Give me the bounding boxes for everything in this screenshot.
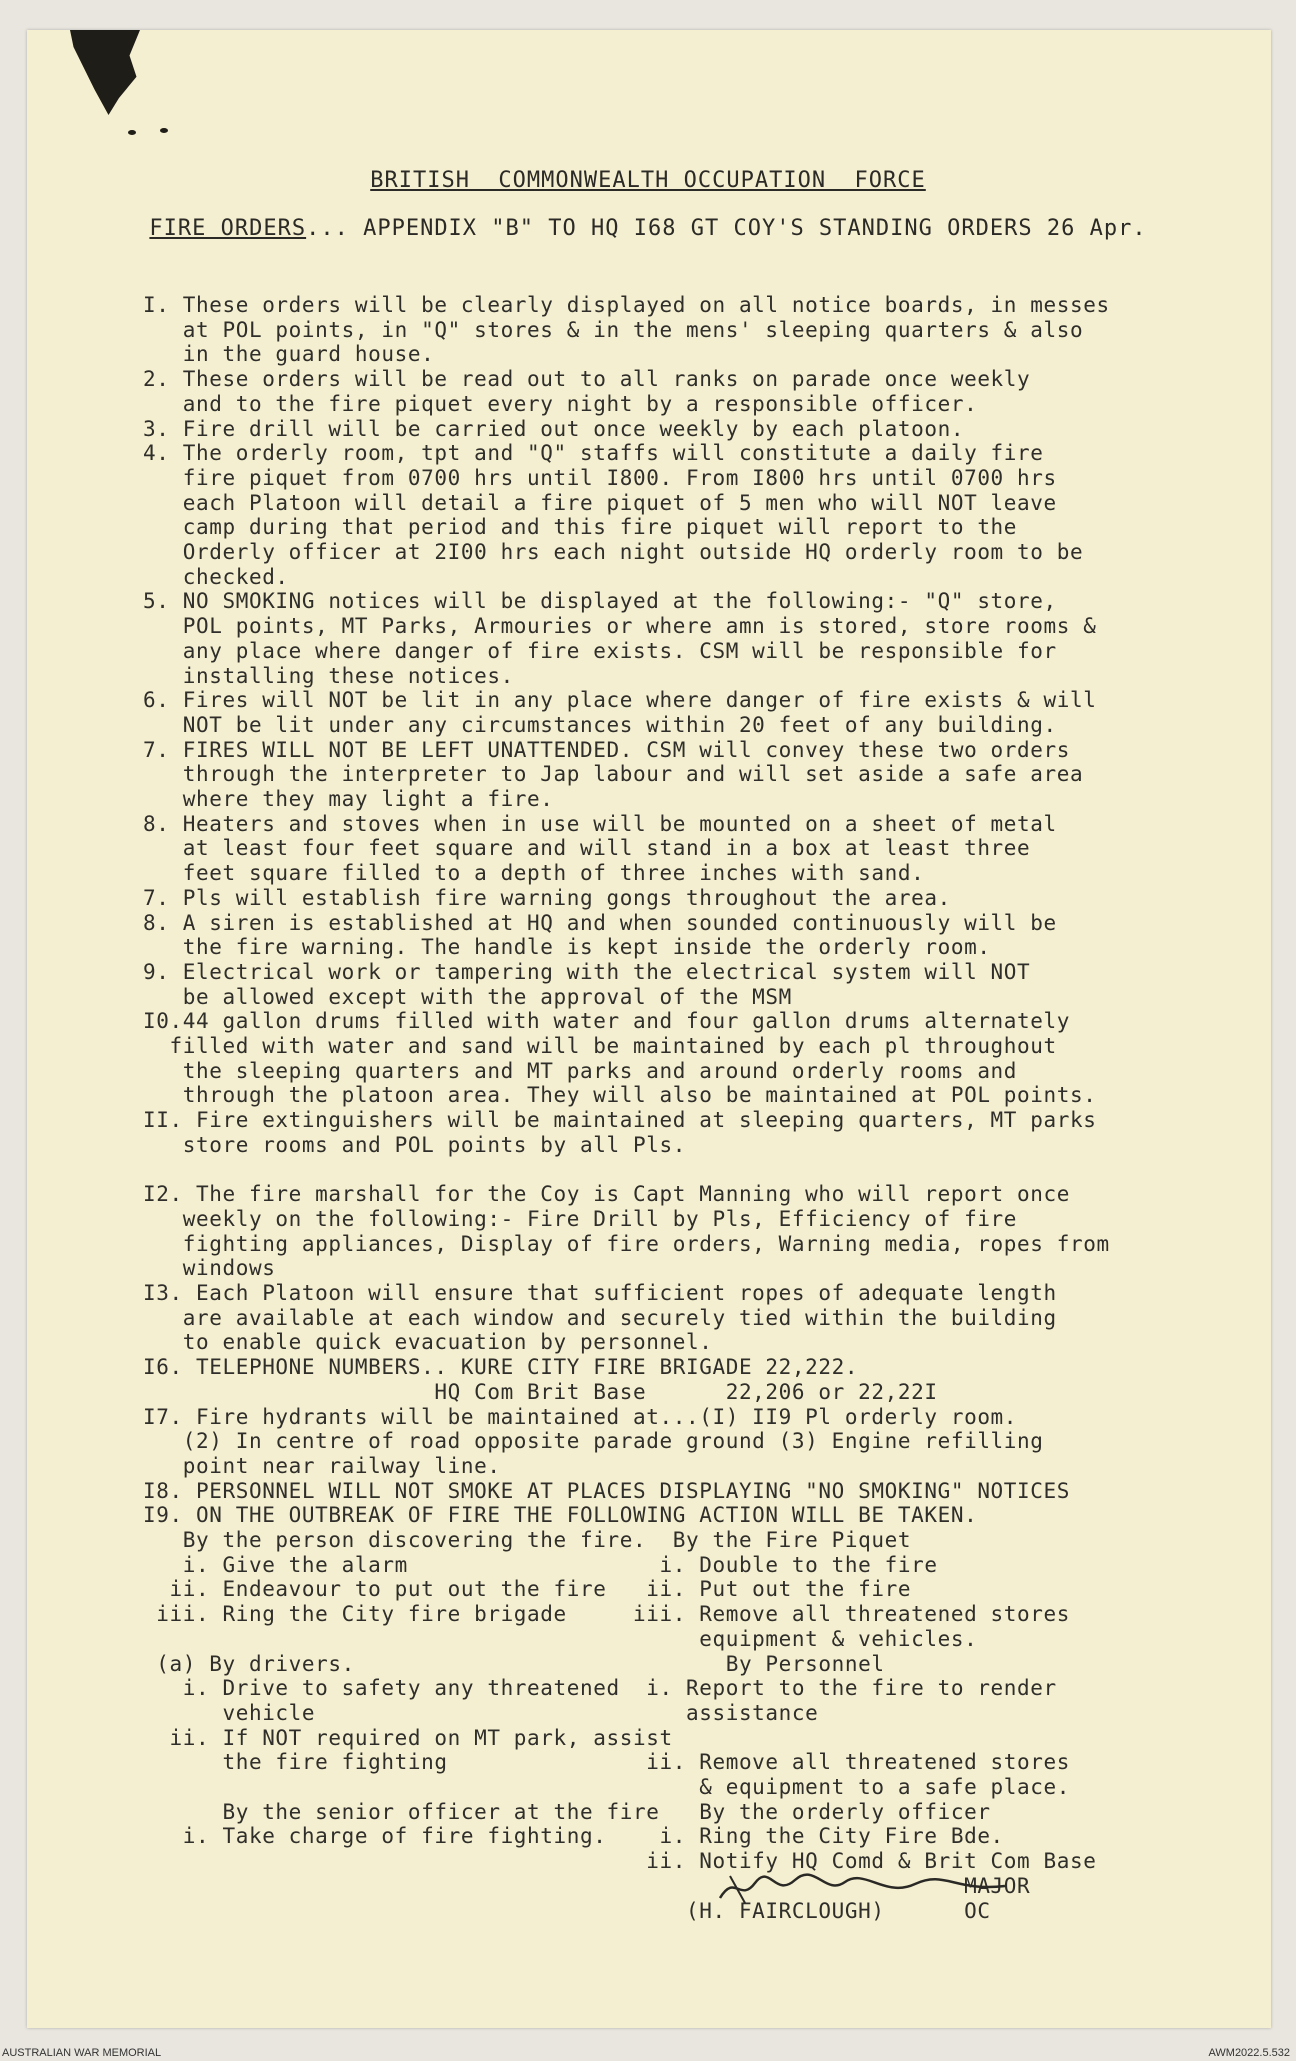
ink-spot: [160, 128, 168, 133]
order-line: the sleeping quarters and MT parks and around orderly rooms and: [143, 1058, 1018, 1083]
order-line: 8. Heaters and stoves when in use will be mounted on a sheet of metal: [143, 811, 1057, 836]
order-line: Orderly officer at 2I00 hrs each night outside HQ orderly room to be: [143, 540, 1084, 564]
order-line: and to the fire piquet every night by a responsible officer.: [143, 391, 978, 416]
order-line: are available at each window and securely tied within the building: [143, 1305, 1057, 1330]
order-line: 9. Electrical work or tampering with the electrical system will NOT: [143, 959, 1031, 984]
order-line: By the person discovering the fire. By the Fire Piquet: [143, 1528, 912, 1552]
order-line: ii. Notify HQ Comd & Brit Com Base: [143, 1849, 1097, 1874]
order-line: at POL points, in "Q" stores & in the mens' sleeping quarters & also: [143, 317, 1084, 342]
order-line: each Platoon will detail a fire piquet of 5 men who will NOT leave: [143, 490, 1057, 515]
order-line: NOT be lit under any circumstances within 20 feet of any building.: [143, 712, 1057, 737]
order-line: I9. ON THE OUTBREAK OF FIRE THE FOLLOWING ACTION WILL BE TAKEN.: [143, 1503, 978, 1528]
order-line: POL points, MT Parks, Armouries or where amn is stored, store rooms &: [143, 614, 1097, 639]
order-line: feet square filled to a depth of three inches with sand.: [143, 861, 925, 886]
order-line: 2. These orders will be read out to all ranks on parade once weekly: [143, 367, 1031, 392]
order-line: to enable quick evacuation by personnel.: [143, 1330, 713, 1355]
footer-right: AWM2022.5.532: [1208, 2047, 1290, 2059]
appendix-reference: ... APPENDIX "B" TO HQ I68 GT COY'S STANDING ORDERS 26 Apr.: [306, 216, 1147, 241]
order-line: where they may light a fire.: [143, 787, 554, 811]
order-line: I3. Each Platoon will ensure that sufficient ropes of adequate length: [143, 1281, 1057, 1305]
order-line: fighting appliances, Display of fire orders, Warning media, ropes from: [143, 1231, 1110, 1256]
order-line: store rooms and POL points by all Pls.: [143, 1132, 686, 1157]
order-line: By the senior officer at the fire By the orderly officer: [143, 1799, 991, 1824]
order-line: point near railway line.: [143, 1453, 501, 1478]
order-line: checked.: [143, 564, 289, 589]
order-line: II. Fire extinguishers will be maintained at sleeping quarters, MT parks: [143, 1108, 1097, 1133]
order-line: (a) By drivers. By Personnel: [143, 1651, 885, 1676]
order-line: i. Give the alarm i. Double to the fire: [143, 1552, 938, 1577]
order-line: I6. TELEPHONE NUMBERS.. KURE CITY FIRE BRIGADE 22,222.: [143, 1355, 859, 1380]
signature: [715, 1868, 1015, 1908]
order-line: iii. Ring the City fire brigade iii. Remove all threatened stores: [143, 1602, 1071, 1627]
order-line: 7. Pls will establish fire warning gongs throughout the area.: [143, 885, 951, 910]
order-line: I8. PERSONNEL WILL NOT SMOKE AT PLACES DISPLAYING "NO SMOKING" NOTICES: [143, 1478, 1071, 1503]
order-line: MAJOR: [143, 1873, 1031, 1898]
footer-left: AUSTRALIAN WAR MEMORIAL: [2, 2047, 162, 2059]
order-line: ii. Endeavour to put out the fire ii. Put out the fire: [143, 1577, 912, 1602]
order-line: I0.44 gallon drums filled with water and four gallon drums alternately: [143, 1009, 1071, 1034]
order-line: 8. A siren is established at HQ and when sounded continuously will be: [143, 910, 1057, 935]
order-line: vehicle assistance: [143, 1700, 819, 1725]
order-line: ii. If NOT required on MT park, assist: [143, 1725, 673, 1750]
document-title: BRITISH COMMONWEALTH OCCUPATION FORCE: [370, 168, 926, 193]
order-line: be allowed except with the approval of the MSM: [143, 984, 792, 1009]
order-line: through the interpreter to Jap labour and will set aside a safe area: [143, 762, 1084, 787]
order-line: windows: [143, 1256, 276, 1281]
order-line: the fire warning. The handle is kept inside the orderly room.: [143, 935, 991, 960]
order-line: weekly on the following:- Fire Drill by Pls, Efficiency of fire: [143, 1206, 1018, 1231]
order-line: i. Take charge of fire fighting. i. Ring the City Fire Bde.: [143, 1824, 1004, 1849]
order-line: any place where danger of fire exists. CSM will be responsible for: [143, 638, 1057, 663]
order-line: 4. The orderly room, tpt and "Q" staffs will constitute a daily fire: [143, 441, 1044, 466]
document-subtitle: [0, 216, 1296, 241]
order-line: I2. The fire marshall for the Coy is Capt Manning who will report once: [143, 1182, 1071, 1207]
order-line: the fire fighting ii. Remove all threatened stores: [143, 1750, 1071, 1775]
order-line: (2) In centre of road opposite parade ground (3) Engine refilling: [143, 1429, 1044, 1454]
order-line: camp during that period and this fire piquet will report to the: [143, 515, 1018, 540]
fire-orders-heading: FIRE ORDERS: [149, 216, 307, 241]
order-line: I7. Fire hydrants will be maintained at...(I) II9 Pl orderly room.: [143, 1404, 1018, 1429]
order-line: 5. NO SMOKING notices will be displayed at the following:- "Q" store,: [143, 589, 1057, 614]
order-line: through the platoon area. They will also be maintained at POL points.: [143, 1083, 1097, 1108]
order-line: 3. Fire drill will be carried out once weekly by each platoon.: [143, 416, 965, 441]
order-line: HQ Com Brit Base 22,206 or 22,22I: [143, 1379, 938, 1404]
order-line: I. These orders will be clearly displayed on all notice boards, in messes: [143, 293, 1110, 317]
order-line: & equipment to a safe place.: [143, 1775, 1071, 1799]
order-line: equipment & vehicles.: [143, 1626, 978, 1651]
order-line: installing these notices.: [143, 663, 514, 688]
ink-spot: [128, 130, 136, 135]
order-line: 6. Fires will NOT be lit in any place where danger of fire exists & will: [143, 688, 1097, 713]
order-line: i. Drive to safety any threatened i. Report to the fire to render: [143, 1676, 1057, 1701]
order-line: at least four feet square and will stand in a box at least three: [143, 836, 1031, 861]
order-line: fire piquet from 0700 hrs until I800. From I800 hrs until 0700 hrs: [143, 465, 1057, 490]
order-line: in the guard house.: [143, 342, 435, 367]
order-line: filled with water and sand will be maintained by each pl throughout: [143, 1034, 1057, 1058]
order-line: 7. FIRES WILL NOT BE LEFT UNATTENDED. CSM will convey these two orders: [143, 737, 1071, 762]
order-line: (H. FAIRCLOUGH) OC: [143, 1898, 991, 1923]
